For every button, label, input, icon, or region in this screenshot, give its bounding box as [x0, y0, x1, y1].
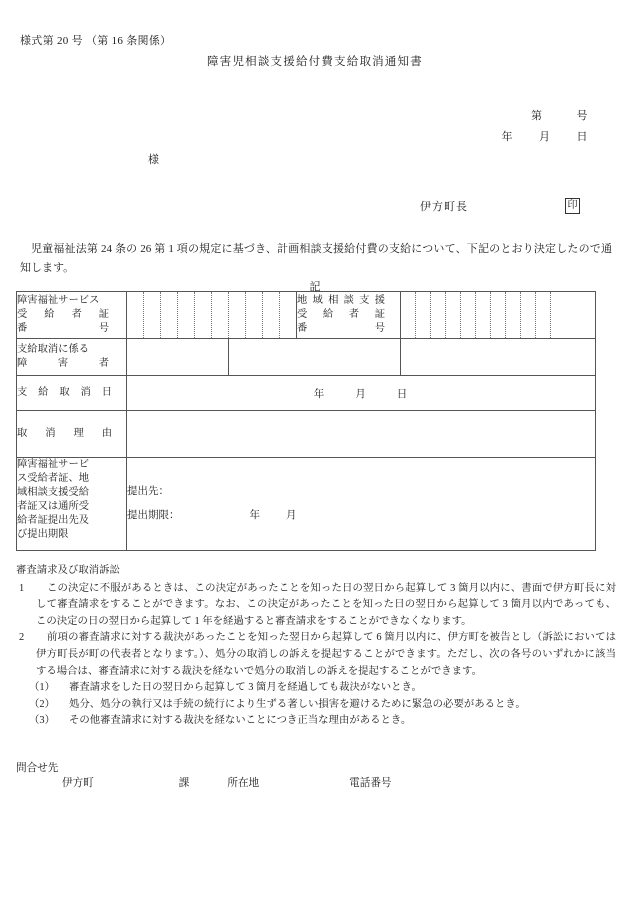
appeal-sub-item-1 [16, 680, 616, 697]
deadline-year: 年 [249, 510, 260, 521]
appeal-notes-section [16, 563, 616, 730]
issue-date-year: 年 [501, 131, 513, 143]
appeal-note-item-1 [16, 581, 616, 631]
label-line-2: ス受給者証、地 [17, 473, 90, 484]
cell-label-cancellation-date [17, 376, 127, 411]
ki-marker: 記 [309, 281, 321, 293]
number-cell[interactable] [263, 292, 280, 339]
submit-to-label: 提出先： [127, 486, 169, 497]
reference-number-prefix: 第 [531, 110, 543, 122]
document-title: 障害児相談支援給付費支給取消通知書 [207, 56, 423, 68]
number-cell[interactable] [521, 292, 536, 339]
issue-date-day: 日 [576, 131, 588, 143]
body-paragraph: 児童福祉法第 24 条の 26 第 1 項の規定に基づき、計画相談支援給付費の支給について、下記のとおり決定したので通知します。 [20, 243, 612, 274]
number-cell[interactable] [246, 292, 263, 339]
sub-item-number: （1） [29, 682, 55, 694]
number-cell[interactable] [506, 292, 521, 339]
cell-value-cancelled-person-c[interactable] [401, 339, 596, 376]
label-line-4: 者証又は通所受 [17, 501, 90, 512]
issuer-name: 伊方町長 [420, 201, 468, 213]
table-row [17, 292, 596, 339]
number-cell[interactable] [401, 292, 416, 339]
form-number: 様式第 20 号 （第 16 条関係） [20, 35, 172, 47]
table-row [17, 339, 596, 376]
sub-item-number: （2） [29, 698, 55, 710]
date-year: 年 [313, 388, 326, 400]
note-number: 2 [19, 632, 25, 644]
cell-label-cancellation-reason [17, 411, 127, 458]
sub-item-number: （3） [29, 715, 55, 727]
cell-label-certificate-submission [17, 458, 127, 551]
number-cell[interactable] [178, 292, 195, 339]
label-line-1: 支給取消に係る [17, 344, 90, 355]
label-line-3: 番号 [17, 323, 109, 334]
note-text: 前項の審査請求に対する裁決があったことを知った翌日から起算して 6 箇月以内に、伊方町を被告とし（訴訟においては伊方町長が町の代表者となります。）、処分の取消しの訴えを提起することができます。ただし、次の各号のいずれかに該当する場合は、審査請求に対する裁決を経ないで処分の取消しの訴えを提起することができます。 [36, 632, 616, 677]
label-line-3: 域相談支援受給 [17, 487, 90, 498]
sub-item-text: 審査請求をした日の翌日から起算して 3 箇月を経過しても裁決がないとき。 [69, 682, 422, 694]
cell-value-cancelled-person-a[interactable] [127, 339, 229, 376]
label-line-1: 地域相談支援 [297, 295, 385, 306]
deadline-label: 提出期限： [127, 510, 180, 521]
label-line-6: び提出期限 [17, 529, 69, 540]
contact-title: 問合せ先 [16, 763, 59, 774]
label-text: 支給取消日 [17, 387, 112, 398]
cell-value-cancelled-person-b[interactable] [229, 339, 401, 376]
label-line-2: 障害者 [17, 358, 109, 369]
number-cell[interactable] [127, 292, 144, 339]
table-row [17, 376, 596, 411]
label-line-2: 受給者証 [17, 309, 109, 320]
number-cell[interactable] [161, 292, 178, 339]
sub-item-text: その他審査請求に対する裁決を経ないことにつき正当な理由があるとき。 [69, 715, 412, 727]
table-row [17, 458, 596, 551]
reference-number-suffix: 号 [576, 110, 588, 122]
number-cell[interactable] [431, 292, 446, 339]
contact-details [62, 775, 392, 790]
number-cell[interactable] [491, 292, 506, 339]
date-day: 日 [396, 388, 409, 400]
number-cell[interactable] [416, 292, 431, 339]
submit-to-row [127, 480, 595, 504]
label-text: 取消理由 [17, 428, 112, 439]
appeal-notes-title: 審査請求及び取消訴訟 [16, 565, 120, 576]
number-cell[interactable] [195, 292, 212, 339]
issue-date-line [502, 128, 589, 144]
notification-table [16, 291, 596, 551]
cell-label-welfare-service-number [17, 292, 127, 339]
deadline-month: 月 [286, 510, 297, 521]
appeal-note-item-2 [16, 630, 616, 680]
seal-stamp-icon: 印 [565, 198, 580, 214]
number-cell[interactable] [144, 292, 161, 339]
number-cell[interactable] [461, 292, 476, 339]
number-cell[interactable] [280, 292, 297, 339]
note-text: この決定に不服があるときは、この決定があったことを知った日の翌日から起算して 3 箇月以内に、書面で伊方町長に対して審査請求をすることができます。なお、この決定があったことを知った日の翌日から起算して 3 箇月以内であっても、この決定の日の翌日から起算して 1 年を経過すると審査請求をすることができなくなります。 [36, 582, 616, 627]
number-cell[interactable] [476, 292, 491, 339]
contact-department: 課 [178, 778, 190, 789]
number-cell[interactable] [536, 292, 551, 339]
label-line-3: 番号 [297, 323, 385, 334]
label-line-5: 給者証提出先及 [17, 515, 90, 526]
cell-value-cancellation-reason[interactable] [127, 411, 596, 458]
number-cell[interactable] [229, 292, 246, 339]
cell-value-cancellation-date[interactable] [127, 376, 596, 411]
contact-address: 所在地 [227, 778, 260, 789]
deadline-row [127, 504, 595, 528]
date-month: 月 [355, 388, 367, 400]
number-cell-trailer[interactable] [551, 292, 596, 339]
label-line-1: 障害福祉サービス [17, 295, 100, 306]
label-line-2: 受給者証 [297, 309, 385, 320]
issue-date-month: 月 [539, 131, 551, 143]
label-line-1: 障害福祉サービ [17, 459, 90, 470]
table-row [17, 411, 596, 458]
cell-label-regional-support-number [297, 292, 401, 339]
cell-value-certificate-submission[interactable] [127, 458, 596, 551]
sub-item-text: 処分、処分の執行又は手続の続行により生ずる著しい損害を避けるために緊急の必要があるとき。 [69, 698, 526, 710]
reference-number-line [531, 107, 588, 123]
contact-phone: 電話番号 [349, 778, 392, 789]
addressee-honorific: 様 [148, 154, 159, 166]
appeal-sub-item-2 [16, 697, 616, 714]
contact-town: 伊方町 [62, 778, 94, 789]
number-cell[interactable] [212, 292, 229, 339]
note-number: 1 [19, 582, 25, 594]
cell-label-cancelled-person [17, 339, 127, 376]
appeal-sub-item-3 [16, 713, 616, 730]
number-cell[interactable] [446, 292, 461, 339]
